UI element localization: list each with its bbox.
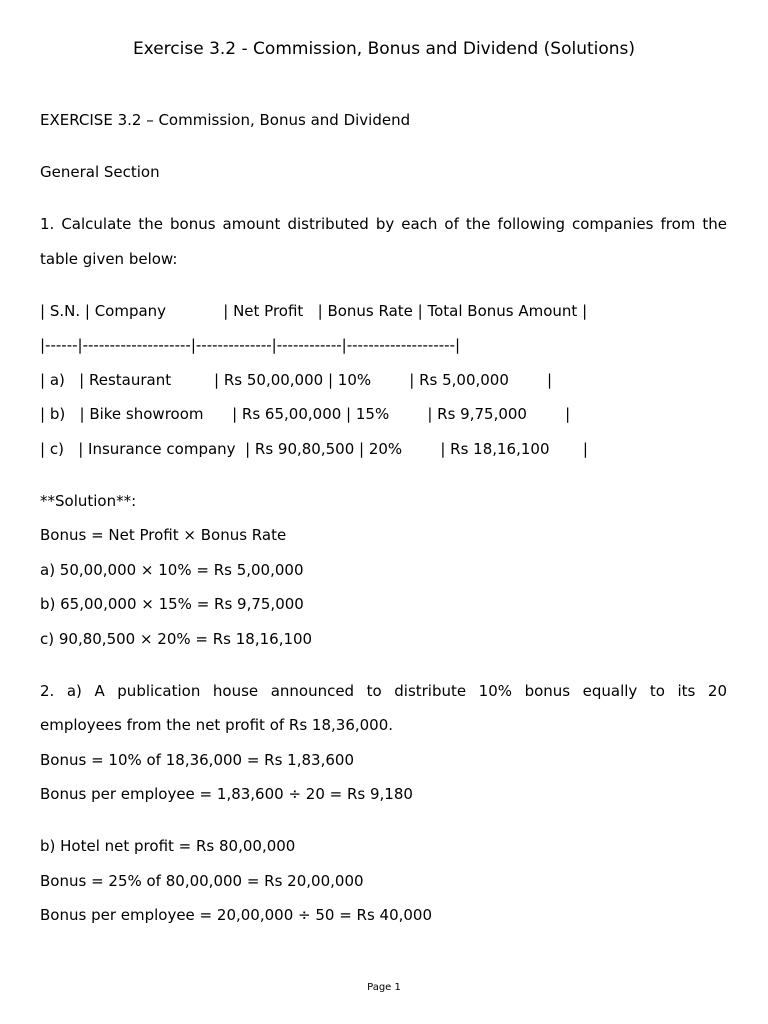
solution-label: **Solution**: [40,491,137,510]
question-2a-line-2: employees from the net profit of Rs 18,36,000. [40,716,394,734]
question-2a [40,679,727,817]
question-2b-per-employee: Bonus per employee = 20,00,000 ÷ 50 = Rs 40,000 [40,906,433,924]
paragraph-gap [40,817,727,835]
solution-formula: Bonus = Net Profit × Bonus Rate [40,526,287,544]
table-row: | a) | Restaurant | Rs 50,00,000 | 10% | Rs 5,00,000 | [40,370,553,389]
paragraph-gap [40,471,727,489]
page-title: Exercise 3.2 - Commission, Bonus and Dividend (Solutions) [132,39,636,59]
table-row: | c) | Insurance company | Rs 90,80,500 | 20% | Rs 18,16,100 | [40,439,588,458]
solution-1 [40,489,727,662]
question-2a-per-employee: Bonus per employee = 1,83,600 ÷ 20 = Rs 9,180 [40,785,413,803]
section-heading: General Section [40,163,160,181]
page-number: Page 1 [367,982,401,993]
paragraph-gap [40,195,727,213]
paragraph-gap [40,143,727,161]
solution-line-b: b) 65,00,000 × 15% = Rs 9,75,000 [40,595,304,613]
bonus-table [40,299,727,472]
solution-line-c: c) 90,80,500 × 20% = Rs 18,16,100 [40,629,313,648]
question-2b [40,834,727,938]
question-1-line-2: table given below: [40,249,178,268]
question-2a-bonus: Bonus = 10% of 18,36,000 = Rs 1,83,600 [40,750,354,769]
solution-line-a: a) 50,00,000 × 10% = Rs 5,00,000 [40,560,304,579]
exercise-heading: EXERCISE 3.2 – Commission, Bonus and Dividend [40,111,411,129]
table-row: | b) | Bike showroom | Rs 65,00,000 | 15% | Rs 9,75,000 | [40,405,571,423]
paragraph-gap [40,281,727,299]
paragraph-gap [40,661,727,679]
question-1-line-1: 1. Calculate the bonus amount distributed by each of the following companies from the [40,215,727,233]
question-2b-bonus: Bonus = 25% of 80,00,000 = Rs 20,00,000 [40,871,364,890]
question-2a-line-1: 2. a) A publication house announced to distribute 10% bonus equally to its 20 [40,681,727,700]
table-separator-row: |------|--------------------|--------------|------------|--------------------| [40,336,461,354]
table-header-row: | S.N. | Company | Net Profit | Bonus Rate | Total Bonus Amount | [40,301,588,320]
document-body [40,108,727,938]
question-2b-line-1: b) Hotel net profit = Rs 80,00,000 [40,837,296,855]
